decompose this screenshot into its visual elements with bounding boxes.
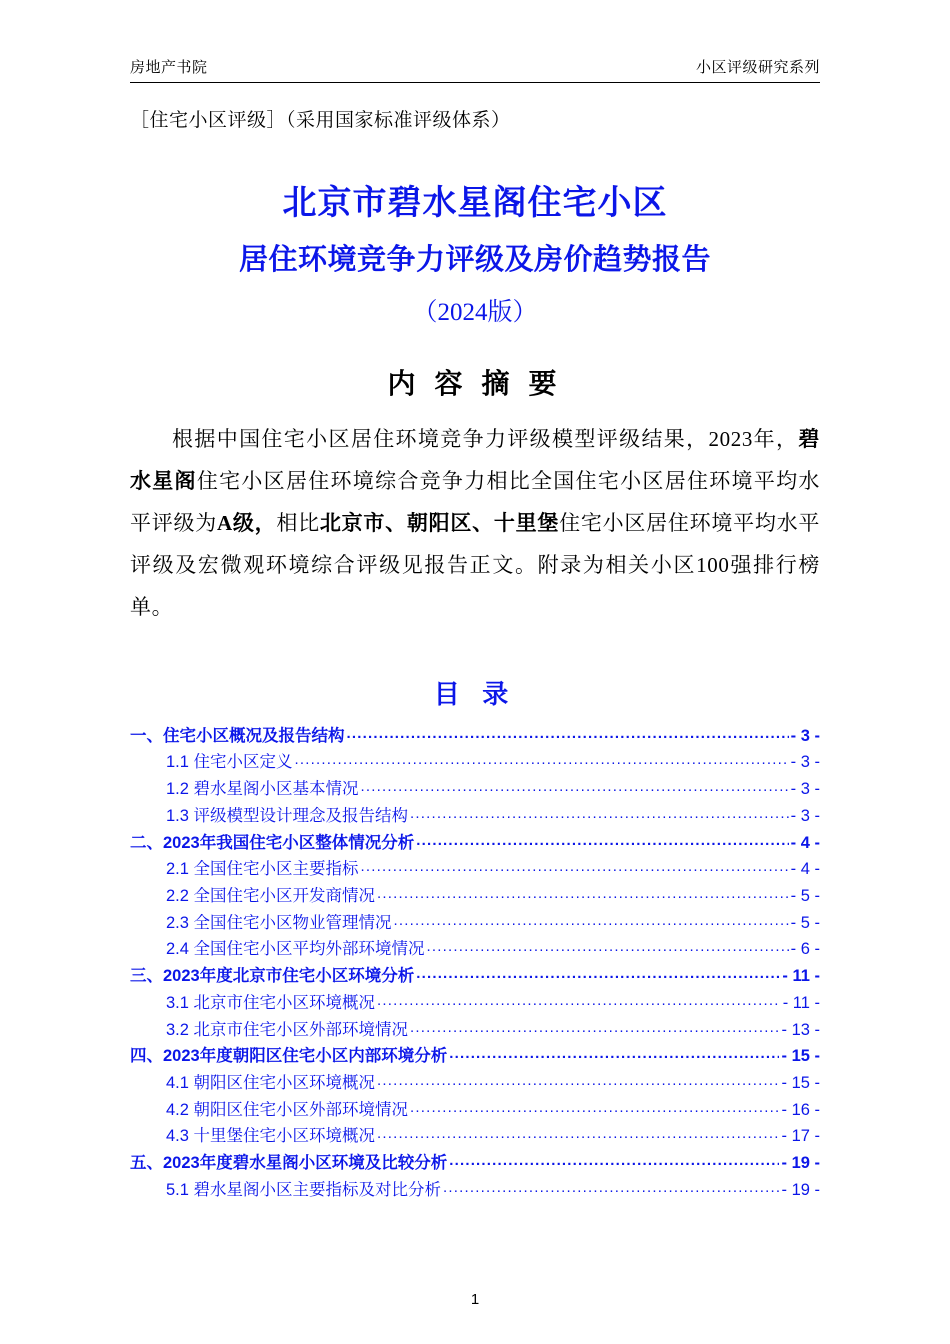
toc-leader-dots	[377, 880, 789, 907]
toc-entry[interactable]	[130, 723, 820, 750]
toc-entry[interactable]	[130, 1177, 820, 1204]
toc-leader-dots	[449, 1147, 779, 1174]
abstract-bold-grade: A级，	[217, 510, 277, 535]
toc-entry-label: 二、2023年我国住宅小区整体情况分析	[130, 833, 415, 852]
toc-entry-label: 一、住宅小区概况及报告结构	[130, 726, 345, 745]
toc-entry[interactable]	[130, 963, 820, 990]
header-right-text: 小区评级研究系列	[695, 59, 820, 76]
toc-heading: 目 录	[433, 679, 517, 709]
toc-entry-page: - 19 -	[781, 1180, 820, 1199]
abstract-part-1: 根据中国住宅小区居住环境竞争力评级模型评级结果，2023年，	[172, 426, 799, 451]
abstract-bold-community: 碧水星阁	[130, 426, 820, 493]
toc-entry-page: - 11 -	[782, 967, 820, 986]
toc-entry-page: - 15 -	[781, 1074, 820, 1093]
toc-entry-label: 2.3 全国住宅小区物业管理情况	[166, 913, 392, 932]
report-title-sub: 居住环境竞争力评级及房价趋势报告	[238, 243, 711, 276]
toc-leader-dots	[449, 1040, 779, 1067]
toc-leader-dots	[377, 987, 781, 1014]
toc-leader-dots	[377, 1120, 779, 1147]
toc-entry-page: - 19 -	[781, 1154, 820, 1173]
toc-entry-page: - 13 -	[781, 1020, 820, 1039]
toc-leader-dots	[347, 720, 789, 747]
toc-leader-dots	[416, 960, 780, 987]
toc-entry-page: - 6 -	[790, 940, 820, 959]
toc-entry-label: 4.1 朝阳区住宅小区环境概况	[166, 1074, 376, 1093]
toc-entry[interactable]	[130, 803, 820, 830]
abstract-paragraph	[130, 418, 820, 628]
page-footer	[0, 1291, 950, 1308]
toc-leader-dots	[377, 1067, 779, 1094]
report-title-main: 北京市碧水星阁住宅小区	[282, 185, 668, 222]
abstract-bold-regions: 北京市、朝阳区、十里堡	[319, 510, 560, 535]
toc-entry-page: - 3 -	[790, 806, 820, 825]
toc-entry-label: 4.3 十里堡住宅小区环境概况	[166, 1127, 376, 1146]
toc-leader-dots	[361, 853, 789, 880]
toc-entry-page: - 5 -	[790, 913, 820, 932]
toc-entry-label: 3.2 北京市住宅小区外部环境情况	[166, 1020, 409, 1039]
toc-entry-page: - 16 -	[781, 1100, 820, 1119]
toc-entry-label: 1.2 碧水星阁小区基本情况	[166, 780, 359, 799]
page-number: 1	[470, 1291, 480, 1308]
toc-entry-label: 1.3 评级模型设计理念及报告结构	[166, 806, 409, 825]
toc-entry[interactable]	[130, 1150, 820, 1177]
abstract-part-4: 住宅小区居住环境平均水平评级及宏微观环境综合评级见报告正文。附录为相关小区100强排行榜单。	[130, 510, 821, 619]
table-of-contents	[130, 723, 820, 1204]
toc-leader-dots	[443, 1174, 779, 1201]
toc-leader-dots	[416, 827, 788, 854]
toc-leader-dots	[394, 907, 789, 934]
toc-entry-label: 2.2 全国住宅小区开发商情况	[166, 887, 376, 905]
toc-entry-label: 2.4 全国住宅小区平均外部环境情况	[166, 940, 425, 959]
toc-entry-label: 2.1 全国住宅小区主要指标	[166, 860, 359, 879]
toc-entry-page: - 17 -	[781, 1127, 820, 1146]
toc-entry[interactable]	[130, 1123, 820, 1150]
toc-entry[interactable]	[130, 856, 820, 883]
report-category-line: ［住宅小区评级］（采用国家标准评级体系）	[130, 110, 511, 131]
page-header	[130, 56, 820, 83]
toc-leader-dots	[427, 933, 789, 960]
toc-leader-dots	[410, 1014, 779, 1041]
header-left-text: 房地产书院	[130, 59, 208, 76]
toc-entry[interactable]	[130, 1097, 820, 1124]
toc-entry-page: - 4 -	[790, 860, 820, 879]
toc-entry[interactable]	[130, 1070, 820, 1097]
abstract-heading: 内 容 摘 要	[387, 368, 563, 400]
toc-entry-page: - 3 -	[790, 753, 820, 772]
toc-entry[interactable]	[130, 1017, 820, 1044]
toc-entry-label: 五、2023年度碧水星阁小区环境及比较分析	[130, 1154, 448, 1173]
abstract-part-2: 住宅小区居住环境综合竞争力相比全国住宅小区居住环境平均水平评级为	[130, 468, 820, 535]
toc-entry-label: 3.1 北京市住宅小区环境概况	[166, 993, 376, 1012]
toc-entry[interactable]	[130, 910, 820, 937]
toc-leader-dots	[410, 800, 789, 827]
abstract-part-3: 相比	[276, 510, 320, 535]
toc-entry-page: - 4 -	[790, 833, 820, 852]
toc-entry-page: - 5 -	[790, 887, 820, 905]
toc-leader-dots	[361, 773, 789, 800]
toc-leader-dots	[410, 1094, 779, 1121]
toc-entry[interactable]	[130, 830, 820, 857]
toc-entry-page: - 3 -	[790, 726, 820, 745]
toc-entry[interactable]	[130, 990, 820, 1017]
toc-entry-page: - 3 -	[790, 780, 820, 799]
toc-entry[interactable]	[130, 936, 820, 963]
toc-entry-label: 四、2023年度朝阳区住宅小区内部环境分析	[130, 1047, 448, 1066]
toc-entry-label: 三、2023年度北京市住宅小区环境分析	[130, 967, 415, 986]
report-version: （2024版）	[412, 298, 538, 326]
toc-entry[interactable]	[130, 749, 820, 776]
toc-entry-label: 1.1 住宅小区定义	[166, 753, 293, 772]
toc-entry-page: - 11 -	[782, 993, 820, 1012]
toc-entry-label: 5.1 碧水星阁小区主要指标及对比分析	[166, 1180, 442, 1199]
title-block	[130, 178, 820, 328]
toc-entry-label: 4.2 朝阳区住宅小区外部环境情况	[166, 1100, 409, 1119]
toc-entry[interactable]	[130, 883, 820, 910]
toc-entry[interactable]	[130, 776, 820, 803]
toc-entry-page: - 15 -	[781, 1047, 820, 1066]
toc-entry[interactable]	[130, 1043, 820, 1070]
toc-leader-dots	[295, 746, 789, 773]
